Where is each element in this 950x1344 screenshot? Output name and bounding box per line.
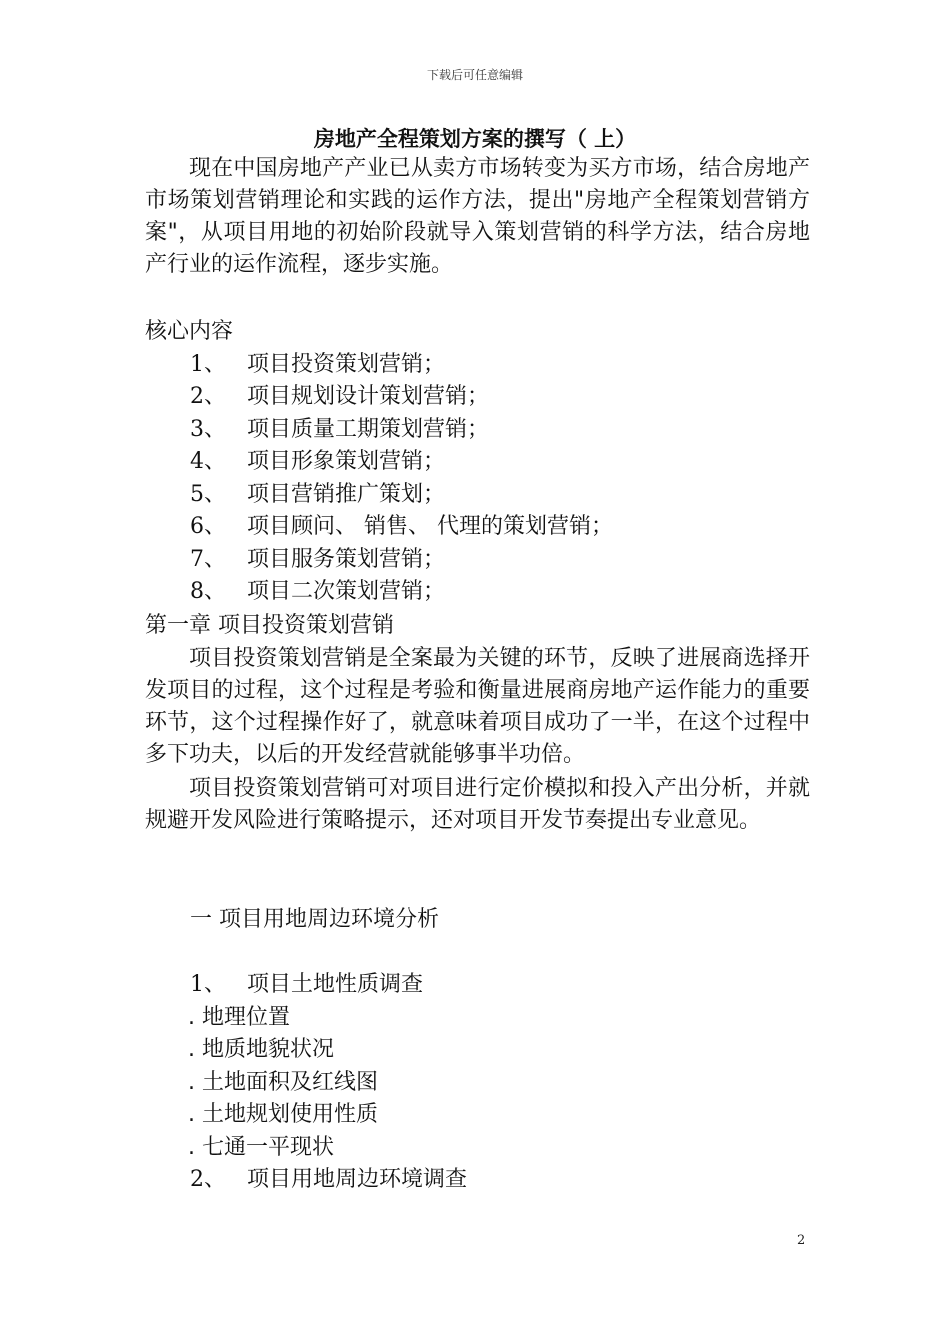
list-item: . 地质地貌状况 — [188, 1037, 334, 1062]
subsection-heading — [190, 969, 423, 1001]
list-item — [190, 381, 489, 413]
list-item-text: 项目顾问、 销售、 代理的策划营销； — [247, 514, 613, 539]
list-item-number: 2、 — [190, 384, 226, 409]
subsection-number: 2、 — [190, 1167, 226, 1192]
list-item — [190, 479, 445, 511]
list-item-text: 项目投资策划营销； — [247, 352, 446, 377]
list-item: . 地理位置 — [188, 1005, 290, 1030]
list-item-text: 项目形象策划营销； — [247, 449, 446, 474]
list-item — [190, 446, 445, 478]
intro-paragraph: 现在中国房地产产业已从卖方市场转变为买方市场，结合房地产市场策划营销理论和实践的运作方法，提出"房地产全程策划营销方案"，从项目用地的初始阶段就导入策划营销的科学方法，结合房地产行业的运作流程，逐步实施。 — [145, 156, 810, 277]
list-item — [190, 511, 613, 543]
list-item-number: 7、 — [190, 547, 226, 572]
list-item: . 土地面积及红线图 — [188, 1070, 378, 1095]
document-title: 房地产全程策划方案的撰写（ 上） — [313, 127, 637, 151]
list-item: . 七通一平现状 — [188, 1135, 334, 1160]
list-item: . 土地规划使用性质 — [188, 1102, 378, 1127]
core-content-heading: 核心内容 — [145, 319, 234, 344]
subsection-text: 项目用地周边环境调查 — [247, 1167, 468, 1192]
chapter-paragraph-2: 项目投资策划营销可对项目进行定价模拟和投入产出分析，并就规避开发风险进行策略提示，还对项目开发节奏提出专业意见。 — [145, 776, 810, 833]
list-item-text: 项目质量工期策划营销； — [247, 417, 490, 442]
list-item — [190, 576, 445, 608]
chapter-paragraph-1: 项目投资策划营销是全案最为关键的环节，反映了进展商选择开发项目的过程，这个过程是考验和衡量进展商房地产运作能力的重要环节，这个过程操作好了，就意味着项目成功了一半，在这个过程中多下功夫，以后的开发经营就能够事半功倍。 — [145, 646, 810, 767]
subsection-text: 项目土地性质调查 — [247, 972, 424, 997]
list-item-number: 5、 — [190, 482, 226, 507]
list-item — [190, 544, 445, 576]
list-item-number: 8、 — [190, 579, 226, 604]
list-item-number: 3、 — [190, 417, 226, 442]
subsection-heading — [190, 1164, 467, 1196]
list-item-text: 项目营销推广策划； — [247, 482, 446, 507]
list-item-text: 项目二次策划营销； — [247, 579, 446, 604]
page-number: 2 — [797, 1233, 806, 1248]
chapter-title: 第一章 项目投资策划营销 — [145, 613, 394, 638]
list-item-text: 项目规划设计策划营销； — [247, 384, 490, 409]
section-heading: 一 项目用地周边环境分析 — [190, 907, 439, 932]
subsection-number: 1、 — [190, 972, 226, 997]
list-item-text: 项目服务策划营销； — [247, 547, 446, 572]
page-header-note: 下载后可任意编辑 — [426, 68, 523, 82]
list-item — [190, 349, 445, 381]
list-item-number: 6、 — [190, 514, 226, 539]
list-item-number: 4、 — [190, 449, 226, 474]
list-item-number: 1、 — [190, 352, 226, 377]
list-item — [190, 414, 489, 446]
